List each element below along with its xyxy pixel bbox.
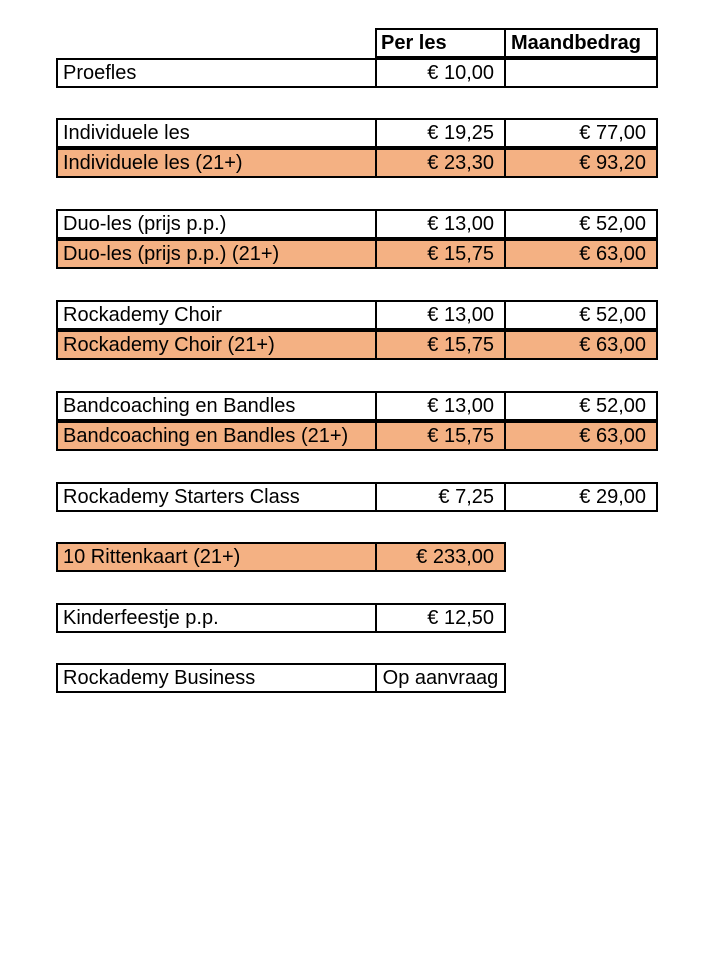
row-kinderfeestje-per-les: € 12,50	[375, 603, 506, 633]
row-individuele-les-21-per-les: € 23,30	[375, 148, 506, 178]
row-bandcoaching-name: Bandcoaching en Bandles	[56, 391, 377, 421]
row-duo-les-21-per-les: € 15,75	[375, 239, 506, 269]
row-bandcoaching-21-maandbedrag: € 63,00	[504, 421, 658, 451]
row-proefles-maandbedrag	[504, 58, 658, 88]
row-duo-les-21-name: Duo-les (prijs p.p.) (21+)	[56, 239, 377, 269]
row-bandcoaching-21-name: Bandcoaching en Bandles (21+)	[56, 421, 377, 451]
row-starters-class-maandbedrag: € 29,00	[504, 482, 658, 512]
row-proefles-per-les: € 10,00	[375, 58, 506, 88]
row-bandcoaching-21-per-les: € 15,75	[375, 421, 506, 451]
row-individuele-les-21-maandbedrag: € 93,20	[504, 148, 658, 178]
row-proefles-name: Proefles	[56, 58, 377, 88]
row-kinderfeestje-name: Kinderfeestje p.p.	[56, 603, 377, 633]
row-choir-name: Rockademy Choir	[56, 300, 377, 330]
row-duo-les-21-maandbedrag: € 63,00	[504, 239, 658, 269]
row-individuele-les-name: Individuele les	[56, 118, 377, 148]
row-rittenkaart-name: 10 Rittenkaart (21+)	[56, 542, 377, 572]
row-choir-per-les: € 13,00	[375, 300, 506, 330]
header-per-les: Per les	[375, 28, 506, 58]
header-maandbedrag: Maandbedrag	[504, 28, 658, 58]
row-business-name: Rockademy Business	[56, 663, 377, 693]
row-choir-21-name: Rockademy Choir (21+)	[56, 330, 377, 360]
row-individuele-les-per-les: € 19,25	[375, 118, 506, 148]
row-duo-les-name: Duo-les (prijs p.p.)	[56, 209, 377, 239]
row-starters-class-per-les: € 7,25	[375, 482, 506, 512]
row-individuele-les-maandbedrag: € 77,00	[504, 118, 658, 148]
row-choir-21-per-les: € 15,75	[375, 330, 506, 360]
row-duo-les-per-les: € 13,00	[375, 209, 506, 239]
row-individuele-les-21-name: Individuele les (21+)	[56, 148, 377, 178]
row-bandcoaching-maandbedrag: € 52,00	[504, 391, 658, 421]
row-duo-les-maandbedrag: € 52,00	[504, 209, 658, 239]
row-choir-maandbedrag: € 52,00	[504, 300, 658, 330]
row-starters-class-name: Rockademy Starters Class	[56, 482, 377, 512]
row-business-per-les: Op aanvraag	[375, 663, 506, 693]
row-bandcoaching-per-les: € 13,00	[375, 391, 506, 421]
row-choir-21-maandbedrag: € 63,00	[504, 330, 658, 360]
row-rittenkaart-per-les: € 233,00	[375, 542, 506, 572]
